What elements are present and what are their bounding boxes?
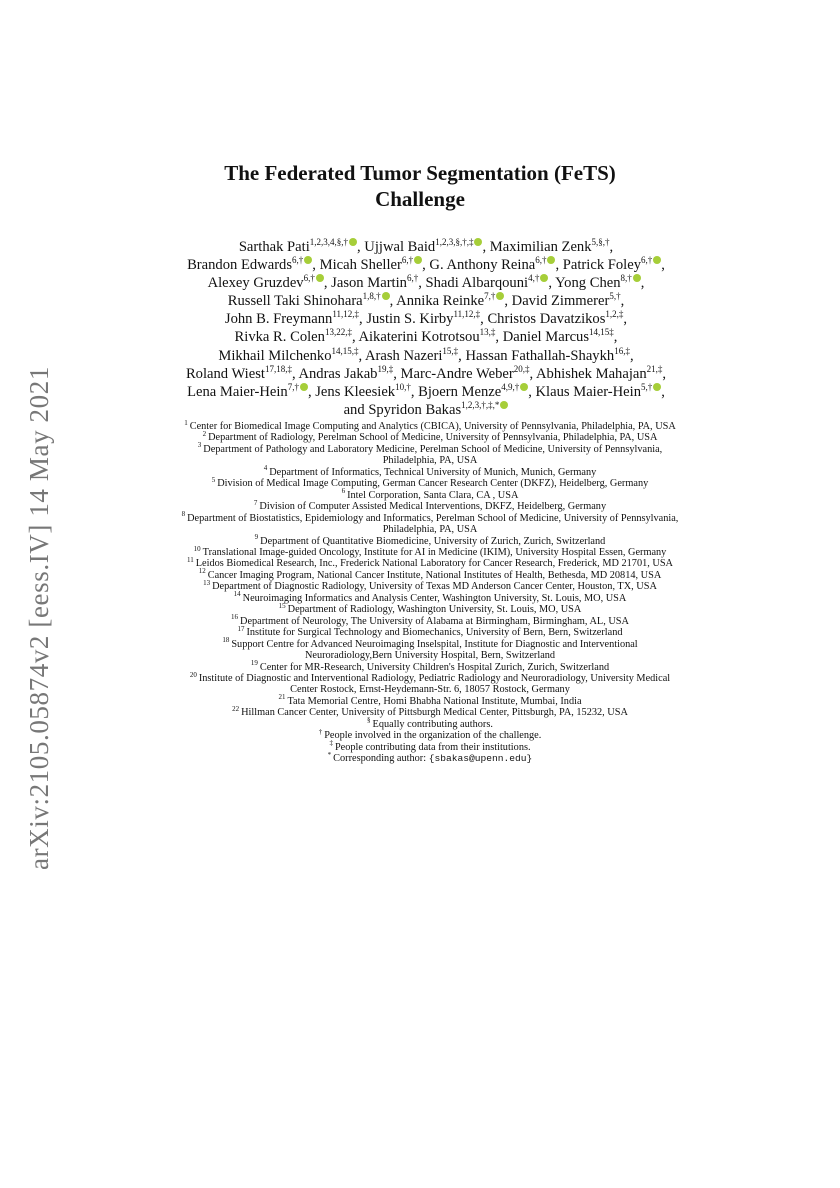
affiliation-text: Division of Computer Assisted Medical Interventions, DKFZ, Heidelberg, Germany (259, 501, 607, 513)
author-affiliation-marks: 14,15,‡ (331, 345, 359, 356)
affiliation-item (180, 418, 680, 432)
author-separator: , (480, 311, 488, 328)
author-separator: , (640, 275, 645, 292)
affiliation-list (180, 418, 680, 765)
author-name: Klaus Maier-Hein (535, 383, 641, 400)
author-separator: , (359, 311, 367, 328)
author-name: Jens Kleesiek (315, 383, 396, 400)
arxiv-stamp: arXiv:2105.05874v2 [eess.IV] 14 May 2021 (24, 366, 54, 870)
author (185, 363, 292, 382)
author-separator: , (418, 275, 426, 292)
author (320, 257, 423, 273)
affiliation-item (180, 636, 680, 662)
affiliation-item (180, 567, 680, 581)
author-affiliation-marks: 15,‡ (442, 345, 459, 356)
author-separator: , and (343, 383, 665, 418)
author (490, 239, 610, 255)
author (563, 257, 661, 273)
affiliation-text: Division of Medical Image Computing, German Cancer Research Center (DKFZ), Heidelberg, Germany (217, 478, 649, 490)
author-separator: , (323, 275, 332, 292)
author-name: Daniel Marcus (502, 329, 590, 346)
author-separator: , (529, 365, 536, 382)
author-separator: , (422, 257, 430, 274)
author (487, 311, 623, 327)
affiliation-number: 15 (278, 601, 286, 610)
author-name: Rivka R. Colen (234, 329, 325, 346)
author (418, 381, 528, 400)
author-name: Bjoern Menze (418, 383, 502, 400)
author-affiliation-marks: 6,† (641, 255, 653, 266)
affiliation-item (180, 533, 680, 547)
affiliation-item (180, 464, 680, 478)
orcid-icon[interactable] (300, 383, 308, 391)
author (364, 239, 482, 255)
affiliation-item (180, 498, 680, 513)
affiliation-text: Department of Pathology and Laboratory Medicine, Perelman School of Medicine, University of Pennsylvania, Philadelphia, PA, USA (203, 443, 663, 467)
author-list (178, 238, 674, 419)
author (218, 345, 359, 364)
affiliation-text: Support Centre for Advanced Neuroimaging Inselspital, Institute for Diagnostic and Interventional Neuroradiology,Bern University Hospital, Bern, Switzerland (231, 638, 638, 662)
orcid-icon[interactable] (414, 256, 422, 264)
affiliation-number: 10 (193, 544, 201, 553)
title-line-2: Challenge (375, 187, 465, 211)
affiliation-text: Intel Corporation, Santa Clara, CA , USA (347, 489, 519, 501)
affiliation-number: 18 (222, 636, 230, 645)
author-name: Hassan Fathallah-Shaykh (465, 347, 615, 364)
author-affiliation-marks: 6,† (292, 255, 304, 266)
affiliation-number: 1 (184, 418, 188, 427)
author-name: Alexey Gruzdev (207, 275, 304, 292)
affiliation-number: 16 (231, 613, 239, 622)
author-separator: , (307, 383, 316, 400)
author (512, 293, 621, 309)
author-separator: , (351, 329, 359, 346)
affiliation-text: Tata Memorial Centre, Homi Bhabha National Institute, Mumbai, India (287, 695, 582, 707)
author-name: Patrick Foley (562, 257, 642, 274)
author (228, 293, 390, 309)
author (187, 381, 308, 400)
affiliation-text: Department of Quantitative Biomedicine, University of Zurich, Zurich, Switzerland (260, 535, 606, 547)
affiliation-item (180, 693, 680, 707)
author-separator: , (620, 293, 625, 310)
author-name: Arash Nazeri (365, 347, 443, 364)
affiliation-text: Hillman Cancer Center, University of Pittsburgh Medical Center, Pittsburgh, PA, 15232, USA (241, 707, 628, 719)
author-name: Mikhail Milchenko (218, 347, 332, 364)
affiliation-item (180, 704, 680, 719)
author-separator: , (358, 347, 365, 364)
author-separator: , (291, 365, 299, 382)
author-affiliation-marks: 19,‡ (377, 363, 394, 374)
author-affiliation-marks: 10,† (395, 381, 411, 392)
author-affiliation-marks: 6,† (303, 273, 315, 284)
author (366, 311, 480, 327)
author-separator: , (629, 347, 634, 364)
affiliation-number: 12 (198, 567, 206, 576)
affiliation-number: 9 (254, 533, 259, 542)
affiliation-text: Center for MR-Research, University Children's Hospital Zurich, Zurich, Switzerland (259, 661, 610, 673)
affiliation-text: Institute of Diagnostic and Interventional Radiology, Pediatric Radiology and Neuroradiology, University Medical Center Rostock, Ernst-Heydemann-Str. 6, 18057 Rostock, Germany (198, 672, 671, 696)
author (535, 381, 662, 400)
author (225, 311, 359, 327)
affiliation-number: 3 (197, 441, 202, 450)
author-name: Ujjwal Baid (364, 239, 436, 255)
affiliation-number: 11 (187, 556, 194, 565)
author-affiliation-marks: 14,15‡ (589, 327, 614, 338)
author (368, 399, 508, 418)
author-name: Lena Maier-Hein (187, 383, 288, 400)
author-name: Andras Jakab (298, 365, 378, 382)
author-name: Roland Wiest (185, 365, 265, 382)
author-affiliation-marks: 13,‡ (479, 327, 496, 338)
author-separator: , (357, 239, 365, 255)
author-affiliation-marks: 4,9,† (501, 381, 520, 392)
affiliation-items (180, 418, 680, 719)
title-line-1: The Federated Tumor Segmentation (FeTS) (224, 161, 616, 185)
affiliation-item (180, 544, 680, 558)
author-affiliation-marks: 11,12,‡ (453, 309, 481, 320)
affiliation-number: 14 (233, 590, 241, 599)
author-name: Micah Sheller (319, 257, 402, 274)
author-affiliation-marks: 5,† (641, 381, 653, 392)
author-name: Marc-Andre Weber (400, 365, 514, 382)
author-separator: , (410, 383, 419, 400)
corresponding-email[interactable]: {sbakas@upenn.edu} (428, 753, 533, 765)
affiliation-text: Department of Informatics, Technical University of Munich, Munich, Germany (269, 466, 597, 478)
author-affiliation-marks: 17,18,‡ (264, 363, 292, 374)
affiliation-text: Institute for Surgical Technology and Biomechanics, University of Bern, Bern, Switzerland (246, 627, 623, 639)
author-affiliation-marks: 16,‡ (614, 345, 630, 356)
author-affiliation-marks: 6,† (401, 255, 414, 266)
affiliation-number: 5 (211, 475, 216, 484)
orcid-icon[interactable] (633, 274, 641, 282)
author-affiliation-marks: 21,‡ (646, 363, 663, 374)
affiliation-number: 7 (253, 498, 258, 507)
affiliation-item (180, 475, 680, 490)
affiliation-number: 20 (189, 670, 197, 679)
author-affiliation-marks: 8,† (620, 273, 632, 284)
note-corresponding: * Corresponding author: {sbakas@upenn.edu} (327, 750, 533, 765)
affiliation-item (180, 432, 680, 443)
author-name: Brandon Edwards (187, 257, 293, 274)
affiliation-item (180, 659, 680, 673)
affiliation-item (180, 558, 680, 569)
author-separator: , (393, 365, 401, 382)
author (555, 275, 641, 291)
affiliation-text: Department of Biostatistics, Epidemiology and Informatics, Perelman School of Medicine, University of Pennsylvania, Philadelphia, PA, USA (187, 512, 679, 536)
affiliation-item (180, 624, 680, 639)
author-name: Yong Chen (555, 275, 621, 292)
author-affiliation-marks: 1,2,3,†,‡,* (461, 399, 500, 410)
author-separator: , (623, 311, 628, 328)
author-separator: , (312, 257, 320, 274)
author-affiliation-marks: 20,‡ (513, 363, 530, 374)
author-affiliation-marks: 7,† (287, 381, 299, 392)
author-name: David Zimmerer (511, 293, 610, 310)
author (358, 329, 495, 345)
affiliation-number: 17 (237, 624, 245, 633)
author-affiliation-marks: 1,2,3,4,§,† (309, 237, 348, 248)
affiliation-number: 6 (341, 487, 346, 496)
author-separator: , (482, 239, 490, 255)
affiliation-item (180, 578, 680, 593)
author-name: Abhishek Mahajan (536, 365, 647, 382)
author (426, 275, 549, 291)
note-organizers: † People involved in the organization of the challenge. (318, 727, 542, 742)
author (503, 329, 614, 345)
author-affiliation-marks: 1,8,† (362, 291, 381, 302)
author (396, 293, 504, 309)
author-separator: , (389, 293, 397, 310)
author-separator: , (458, 347, 466, 364)
orcid-icon[interactable] (349, 238, 357, 246)
affiliation-number: 4 (263, 464, 268, 473)
author (315, 381, 411, 400)
affiliation-number: 19 (250, 659, 258, 668)
author-separator: , (495, 329, 503, 346)
author (298, 363, 394, 382)
author-name: Jason Martin (331, 275, 407, 292)
affiliation-number: 21 (278, 693, 286, 702)
author-name: Shadi Albarqouni (425, 275, 529, 292)
author-name: Sarthak Pati (238, 239, 310, 255)
affiliation-text: Department of Radiology, Washington University, St. Louis, MO, USA (287, 604, 582, 616)
author-name: Russell Taki Shinohara (227, 293, 363, 310)
affiliation-item (180, 590, 680, 604)
author-affiliation-marks: 11,12,‡ (332, 309, 360, 320)
author-affiliation-marks: 6,† (406, 273, 419, 284)
affiliation-item (180, 601, 680, 616)
author-affiliation-marks: 13,22,‡ (324, 327, 352, 338)
orcid-icon[interactable] (500, 401, 508, 409)
affiliation-number: 8 (181, 510, 186, 519)
author-separator: , (609, 239, 614, 255)
paper-title (160, 160, 680, 212)
author-separator: , (613, 329, 618, 346)
orcid-icon[interactable] (316, 274, 324, 282)
author-affiliation-marks: 5,§,† (591, 237, 610, 248)
author (365, 345, 459, 364)
author-name: Spyridon Bakas (368, 401, 462, 418)
affiliation-text: Department of Diagnostic Radiology, University of Texas MD Anderson Cancer Center, Houston, TX, USA (212, 581, 657, 593)
affiliation-number: 2 (202, 430, 207, 439)
author (208, 275, 324, 291)
author-separator: , (661, 257, 665, 274)
affiliation-text: Center for Biomedical Image Computing and Analytics (CBICA), University of Pennsylvania, Philadelphia, PA, USA (189, 421, 676, 432)
author-separator: , (662, 365, 667, 382)
note-equal: § Equally contributing authors. (367, 716, 493, 730)
author-separator: , (504, 293, 512, 310)
author-separator: , (548, 275, 556, 292)
affiliation-number: 22 (232, 704, 240, 713)
affiliation-text: Department of Radiology, Perelman School of Medicine, University of Pennsylvania, Philadelphia, PA, USA (208, 432, 658, 444)
affiliation-item (180, 670, 680, 696)
affiliation-text: Translational Image-guided Oncology, Institute for AI in Medicine (IKIM), University Hospital Essen, Germany (202, 546, 667, 558)
author-name: Annika Reinke (396, 293, 485, 310)
author-name: Christos Davatzikos (487, 311, 606, 328)
affiliation-item (180, 441, 680, 467)
affiliation-item (180, 510, 680, 536)
author-name: G. Anthony Reina (429, 257, 536, 274)
author-separator: , (555, 257, 563, 274)
author-affiliation-marks: 6,† (535, 255, 547, 266)
affiliation-number: 13 (203, 578, 211, 587)
author-name: Justin S. Kirby (366, 311, 454, 328)
author-affiliation-marks: 1,2,3,§,†,‡ (435, 237, 474, 248)
author (187, 257, 312, 273)
affiliation-text: Department of Neurology, The University of Alabama at Birmingham, Birmingham, AL, USA (240, 615, 629, 627)
author (536, 363, 663, 382)
author-affiliation-marks: 7,† (484, 291, 496, 302)
author (429, 257, 555, 273)
affiliation-item (180, 613, 680, 627)
author (239, 239, 357, 255)
orcid-icon[interactable] (382, 292, 390, 300)
author-affiliation-marks: 4,† (528, 273, 540, 284)
affiliation-text: Neuroimaging Informatics and Analysis Center, Washington University, St. Louis, MO, USA (242, 592, 627, 604)
affiliation-text: Leidos Biomedical Research, Inc., Frederick National Laboratory for Cancer Research, Frederick, MD 21701, USA (195, 558, 673, 570)
author (331, 275, 418, 291)
author-name: Maximilian Zenk (489, 239, 592, 255)
author-affiliation-marks: 1,2,‡ (605, 309, 624, 320)
author (235, 329, 352, 345)
author-affiliation-marks: 5,† (609, 291, 621, 302)
author-separator: , (528, 383, 536, 400)
author (465, 345, 630, 364)
note-data: ‡ People contributing data from their institutions. (329, 739, 531, 753)
author-name: John B. Freymann (224, 311, 333, 328)
affiliation-text: Cancer Imaging Program, National Cancer Institute, National Institutes of Health, Bethesda, MD 20814, USA (207, 569, 662, 581)
author (400, 363, 530, 382)
author-name: Aikaterini Kotrotsou (358, 329, 480, 346)
